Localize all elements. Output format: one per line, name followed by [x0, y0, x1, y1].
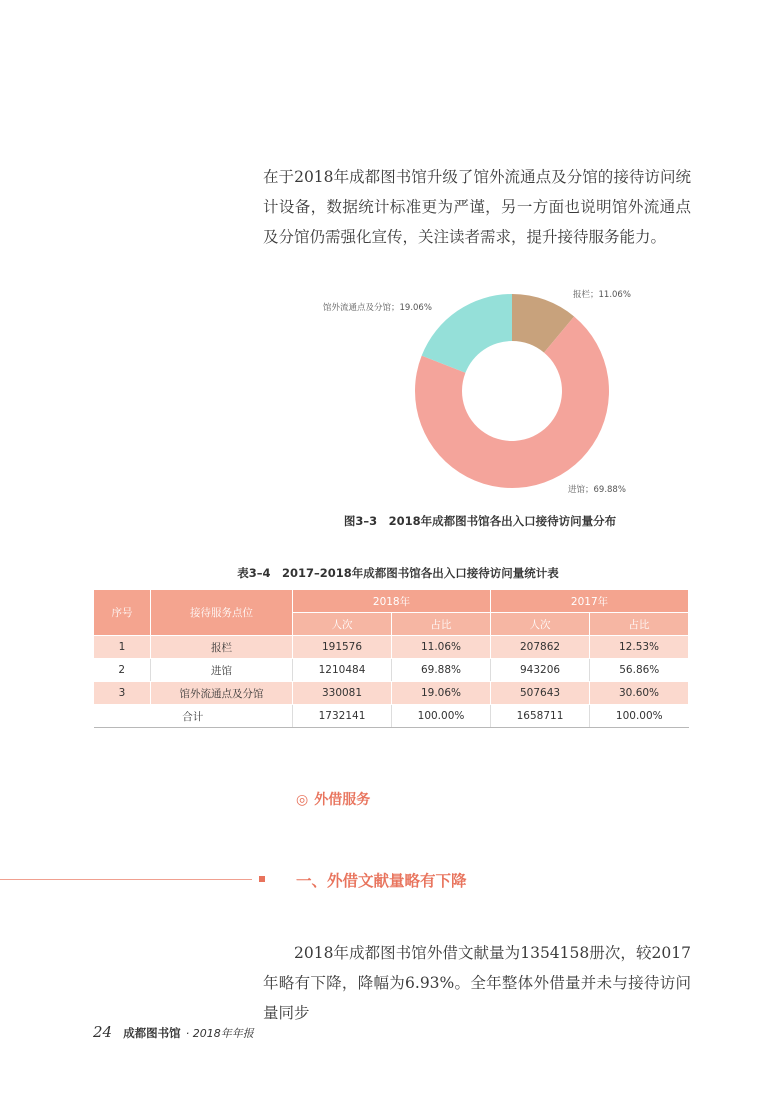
page-number: 24 [93, 1023, 113, 1041]
cell-visits-2017: 207862 [491, 636, 590, 659]
subsection-heading: 一、外借文献量略有下降 [296, 872, 467, 890]
table-row [94, 659, 689, 682]
cell-point: 进馆 [151, 659, 293, 682]
subsection-rule [0, 879, 252, 880]
cell-total-label: 合计 [94, 705, 293, 728]
cell-share-2018: 11.06% [392, 636, 491, 659]
cell-seq: 1 [94, 636, 151, 659]
cell-total-share-2018: 100.00% [392, 705, 491, 728]
cell-point: 报栏 [151, 636, 293, 659]
table-total-row [94, 705, 689, 728]
header-point: 接待服务点位 [151, 590, 293, 636]
visits-table [93, 589, 689, 728]
cell-point: 馆外流通点及分馆 [151, 682, 293, 705]
header-2018: 2018年 [293, 590, 491, 613]
cell-share-2017: 30.60% [590, 682, 689, 705]
square-bullet-icon [259, 876, 265, 882]
header-share-2018: 占比 [392, 613, 491, 636]
table-row [94, 682, 689, 705]
table-row [94, 636, 689, 659]
figure-caption: 图3–3 2018年成都图书馆各出入口接待访问量分布 [343, 514, 617, 528]
cell-share-2018: 69.88% [392, 659, 491, 682]
cell-share-2017: 56.86% [590, 659, 689, 682]
section-heading-text: 外借服务 [314, 792, 371, 808]
header-2017: 2017年 [491, 590, 689, 613]
cell-seq: 3 [94, 682, 151, 705]
cell-total-share-2017: 100.00% [590, 705, 689, 728]
slice-label-baolan: 报栏；11.06% [573, 290, 631, 300]
donut-chart [0, 270, 780, 510]
table-caption: 表3–4 2017–2018年成都图书馆各出入口接待访问量统计表 [237, 566, 559, 580]
header-visits-2017: 人次 [491, 613, 590, 636]
chart-slices [415, 294, 609, 488]
cell-seq: 2 [94, 659, 151, 682]
footer-title: 成都图书馆 [123, 1026, 181, 1040]
page-footer [93, 1022, 254, 1041]
cell-share-2018: 19.06% [392, 682, 491, 705]
slice-label-jinguan: 进馆；69.88% [568, 485, 626, 495]
section-heading [296, 789, 370, 809]
target-icon: ◎ [296, 792, 309, 808]
cell-total-visits-2017: 1658711 [491, 705, 590, 728]
cell-visits-2018: 1210484 [293, 659, 392, 682]
intro-paragraph: 在于2018年成都图书馆升级了馆外流通点及分馆的接待访问统计设备，数据统计标准更为严谨，另一方面也说明馆外流通点及分馆仍需强化宣传，关注读者需求，提升接待服务能力。 [263, 168, 691, 246]
cell-total-visits-2018: 1732141 [293, 705, 392, 728]
cell-visits-2018: 191576 [293, 636, 392, 659]
header-visits-2018: 人次 [293, 613, 392, 636]
cell-visits-2018: 330081 [293, 682, 392, 705]
header-share-2017: 占比 [590, 613, 689, 636]
cell-visits-2017: 943206 [491, 659, 590, 682]
footer-subtitle: · 2018年年报 [185, 1027, 254, 1040]
slice-label-branch: 馆外流通点及分馆；19.06% [323, 303, 432, 313]
cell-visits-2017: 507643 [491, 682, 590, 705]
header-seq: 序号 [94, 590, 151, 636]
cell-share-2017: 12.53% [590, 636, 689, 659]
body-paragraph: 2018年成都图书馆外借文献量为1354158册次，较2017年略有下降，降幅为6.93%。全年整体外借量并未与接待访问量同步 [263, 944, 691, 1022]
